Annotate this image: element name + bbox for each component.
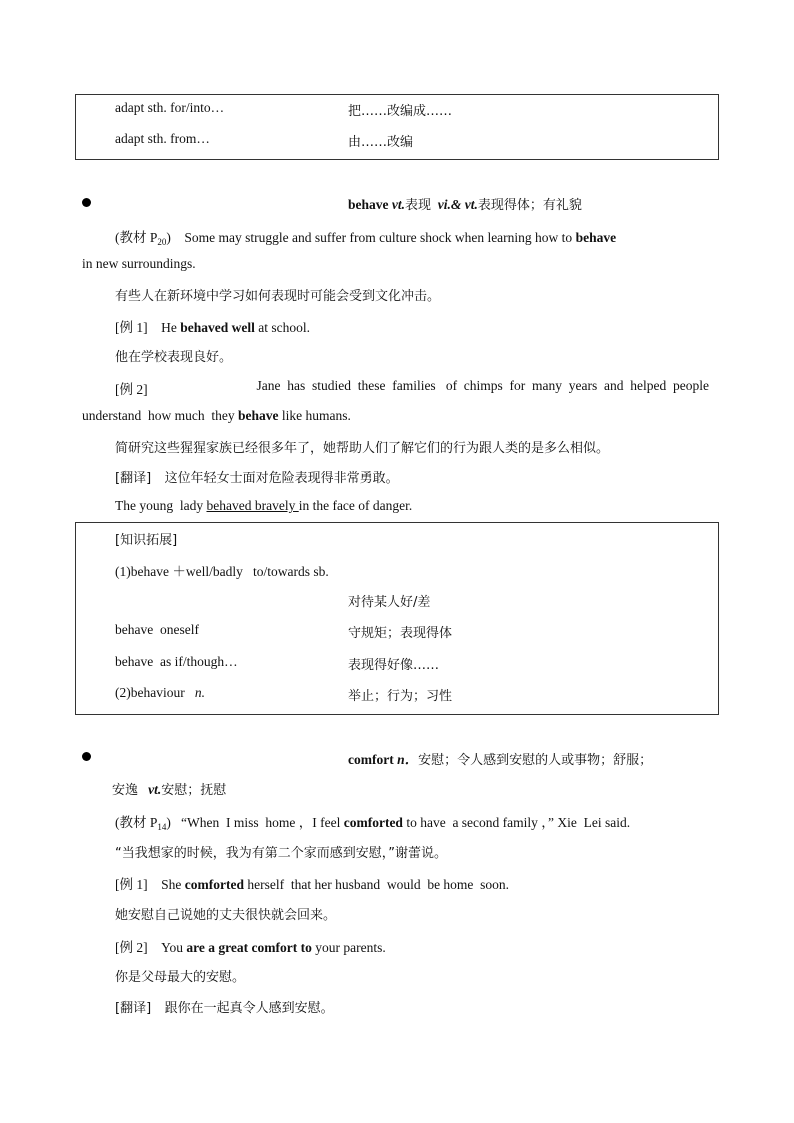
comfort-ex1-pre: She (161, 877, 185, 892)
expansion-item4-en: (2)behaviour (115, 685, 192, 700)
comfort-heading-line2 (112, 779, 226, 798)
behave-tr-cn: 这位年轻女士面对危险表现得非常勇敢。 (164, 471, 399, 486)
behave-textbook-en-bold: behave (575, 230, 617, 245)
comfort-meaning2: 安慰；抚慰 (161, 783, 227, 798)
behave-ex1 (115, 316, 310, 336)
behave-pos1: vt. (391, 197, 405, 212)
comfort-ex2-cn: 你是父母最大的安慰。 (115, 970, 246, 985)
comfort-ex1 (115, 873, 509, 893)
behave-textbook-cn: 有些人在新环境中学习如何表现时可能会受到文化冲击。 (115, 289, 441, 304)
behave-tr-post: in the face of danger. (298, 498, 413, 513)
comfort-headword: comfort (348, 752, 394, 767)
comfort-textbook-line (115, 811, 630, 832)
expansion-item4-pos: n. (194, 685, 205, 700)
adapt-row-1-en: adapt sth. for/into… (115, 100, 225, 115)
comfort-ex1-label: [例 1] (115, 877, 148, 892)
behave-textbook-en-1: Some may struggle and suffer from culture shock when learning how to (184, 230, 576, 245)
comfort-heading (348, 748, 652, 768)
comfort-ex1-post: herself that her husband would be home soon. (243, 877, 510, 892)
behave-ex2-pre: understand how much they (82, 408, 238, 423)
behave-heading (348, 194, 582, 213)
comfort-textbook-page: 14 (157, 822, 167, 832)
comfort-ex2 (115, 936, 386, 956)
comfort-textbook-en-2: to have a second family ，” Xie Lei said. (402, 815, 631, 830)
behave-ex2-cn: 简研究这些猩猩家族已经很多年了，她帮助人们了解它们的行为跟人类的是多么相似。 (115, 441, 610, 456)
comfort-pos1: n． (397, 752, 419, 767)
behave-pos2: vi.& vt. (437, 197, 478, 212)
expansion-item4-cn: 举止；行为；习性 (348, 689, 453, 704)
behave-tr-pre: The young lady (115, 498, 207, 513)
comfort-pos2: vt. (148, 782, 162, 797)
expansion-item2-en: behave oneself (115, 622, 199, 637)
bullet-behave (82, 198, 91, 207)
behave-tr-label: [翻译] (115, 471, 152, 486)
behave-ex1-label: [例 1] (115, 320, 148, 335)
behave-ex2-bold: behave (237, 408, 279, 423)
behave-translate (115, 467, 399, 486)
expansion-item3-en: behave as if/though… (115, 654, 238, 669)
comfort-textbook-cn: “当我想家的时候，我为有第二个家而感到安慰，”谢蕾说。 (115, 846, 447, 861)
behave-ex2-line1 (115, 378, 709, 398)
behave-ex2-post: like humans. (278, 408, 351, 423)
comfort-textbook-en-1: “When I miss home ，I feel (181, 815, 344, 830)
adapt-row-2-cn: 由……改编 (348, 135, 414, 150)
adapt-row-1-cn: 把……改编成…… (348, 104, 453, 119)
behave-ex1-cn: 他在学校表现良好。 (115, 350, 233, 365)
behave-tr-underline: behaved bravely (206, 498, 299, 513)
comfort-tr-label: [翻译] (115, 1001, 152, 1016)
comfort-meaning1: 安慰；令人感到安慰的人或事物；舒服； (418, 753, 653, 768)
behave-tr-answer (115, 498, 412, 514)
expansion-item1-cn: 对待某人好/差 (348, 595, 431, 610)
behave-textbook-en-2: in new surroundings. (82, 256, 196, 271)
behave-textbook-page: 20 (157, 237, 167, 247)
behave-textbook-label: (教材 P (115, 230, 158, 245)
expansion-item3-cn: 表现得好像…… (348, 658, 440, 673)
bullet-comfort (82, 752, 91, 761)
comfort-textbook-close: ) (166, 815, 171, 830)
behave-ex1-bold: behaved well (180, 320, 255, 335)
behave-textbook-line (115, 226, 616, 247)
behave-headword: behave (348, 197, 389, 212)
comfort-ex2-pre: You (161, 940, 187, 955)
comfort-textbook-label: (教材 P (115, 815, 158, 830)
expansion-item1-en: (1)behave ＋well/badly to/towards sb. (115, 564, 329, 579)
comfort-tr-cn: 跟你在一起真令人感到安慰。 (164, 1001, 334, 1016)
expansion-item2-cn: 守规矩；表现得体 (348, 626, 453, 641)
comfort-translate (115, 997, 334, 1016)
behave-ex1-post: at school. (254, 320, 311, 335)
comfort-textbook-en-bold: comforted (343, 815, 403, 830)
comfort-ex2-label: [例 2] (115, 940, 148, 955)
behave-ex2-line2 (82, 408, 351, 424)
expansion-item4 (115, 685, 205, 701)
behave-ex2-label: [例 2] (115, 382, 148, 397)
comfort-ex1-cn: 她安慰自己说她的丈夫很快就会回来。 (115, 908, 337, 923)
comfort-ex2-bold: are a great comfort to (186, 940, 312, 955)
comfort-ex1-bold: comforted (184, 877, 244, 892)
behave-textbook-close: ) (166, 230, 171, 245)
comfort-ex2-post: your parents. (311, 940, 386, 955)
behave-meaning2: 表现得体；有礼貌 (477, 198, 582, 213)
behave-ex1-pre: He (161, 320, 181, 335)
comfort-meaning1b: 安逸 (112, 783, 139, 798)
adapt-row-2-en: adapt sth. from… (115, 131, 210, 146)
expansion-title: [知识拓展] (115, 533, 178, 548)
behave-ex2-text: Jane has studied these families of chimps for many years and helped people (256, 378, 709, 393)
behave-meaning1: 表现 (405, 198, 432, 213)
